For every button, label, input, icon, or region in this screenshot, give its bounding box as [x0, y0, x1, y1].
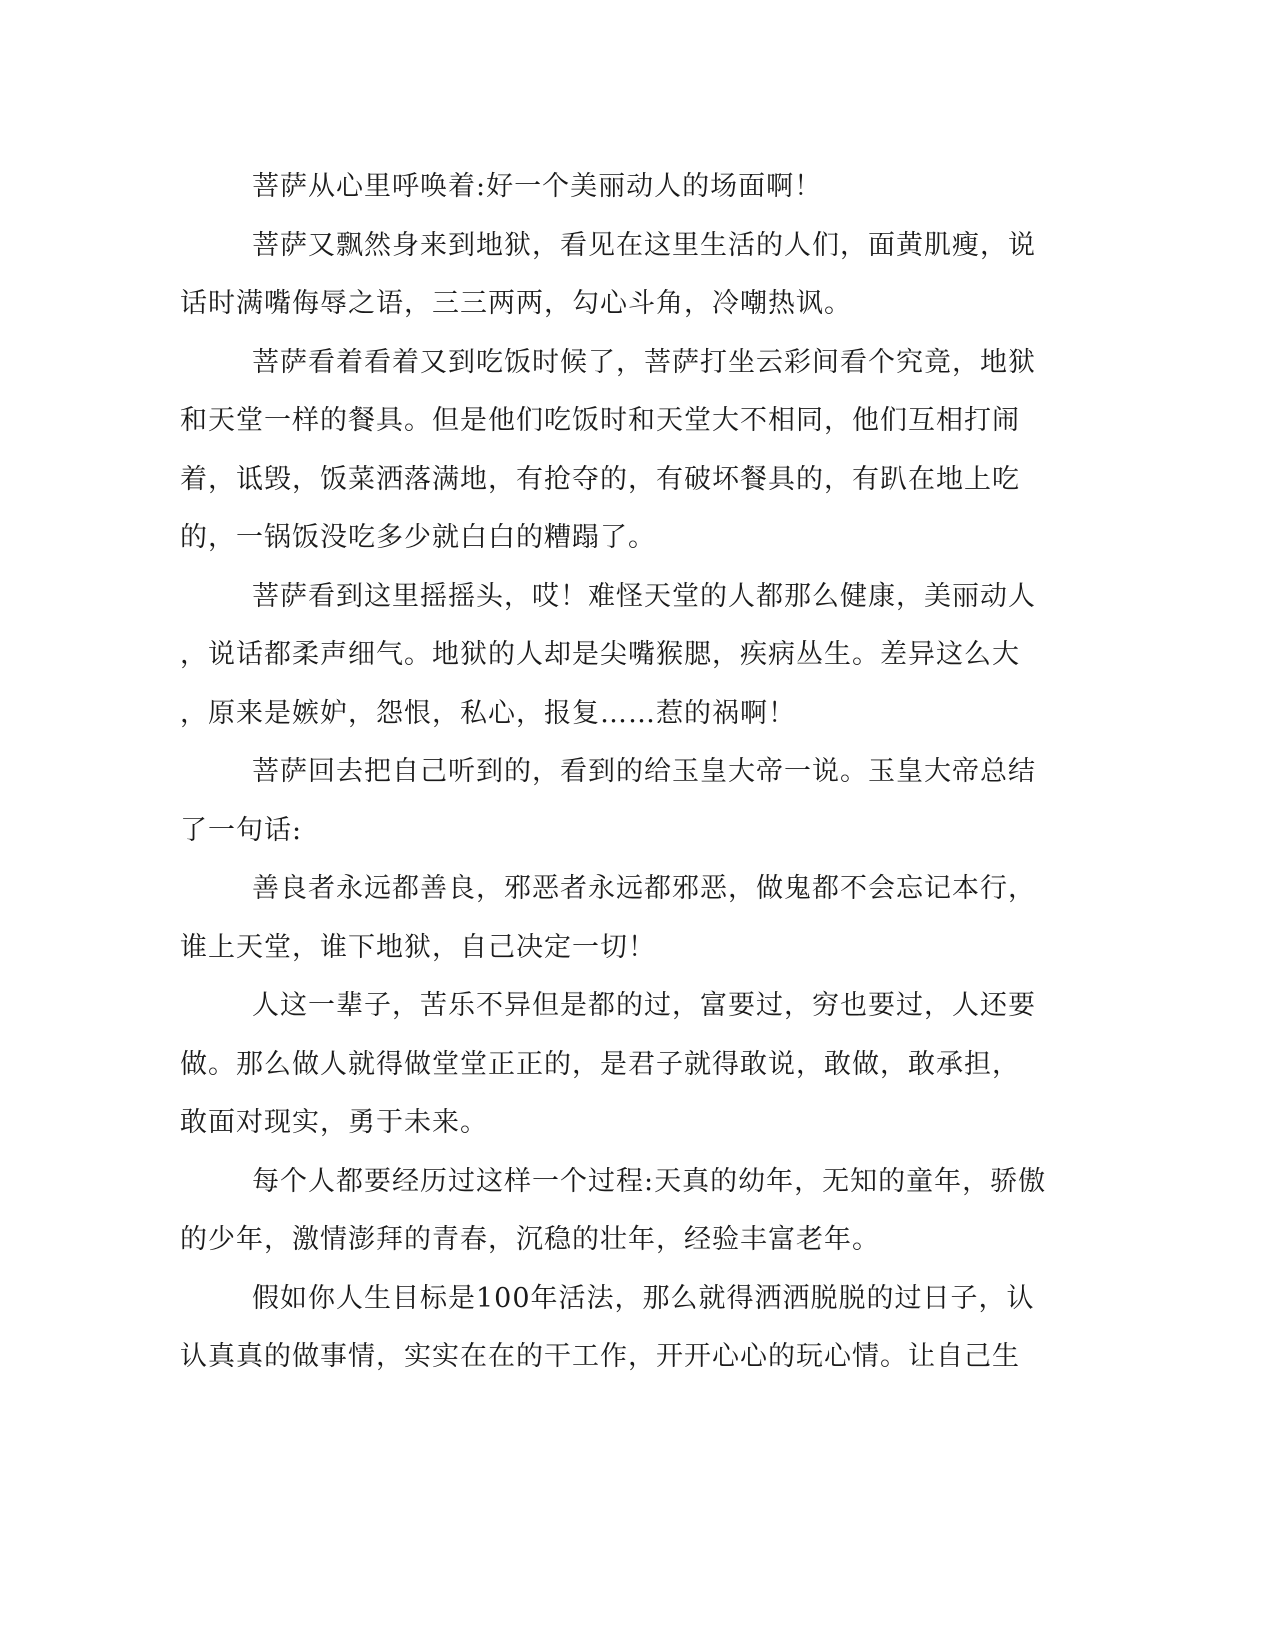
- text-line: 菩萨看到这里摇摇头，哎！难怪天堂的人都那么健康，美丽动人: [252, 580, 1036, 612]
- text-line: 人这一辈子，苦乐不异但是都的过，富要过，穷也要过，人还要: [252, 990, 1036, 1021]
- text-line: 菩萨回去把自己听到的，看到的给玉皇大帝一说。玉皇大帝总结: [252, 756, 1036, 787]
- text-line: 了一句话:: [180, 814, 303, 846]
- text-line: 着，诋毁，饭菜洒落满地，有抢夺的，有破坏餐具的，有趴在地上吃: [180, 463, 1020, 495]
- text-line: 善良者永远都善良，邪恶者永远都邪恶，做鬼都不会忘记本行，: [252, 873, 1036, 904]
- text-line: 每个人都要经历过这样一个过程:天真的幼年，无知的童年，骄傲: [252, 1165, 1047, 1197]
- body-text: [180, 158, 1047, 1387]
- text-line: 菩萨从心里呼唤着:好一个美丽动人的场面啊！: [252, 171, 823, 202]
- text-line: 做。那么做人就得做堂堂正正的，是君子就得敢说，敢做，敢承担，: [180, 1048, 1020, 1080]
- text-line: 谁上天堂，谁下地狱，自己决定一切！: [180, 931, 656, 963]
- text-line: ，说话都柔声细气。地狱的人却是尖嘴猴腮，疾病丛生。差异这么大: [180, 639, 1020, 670]
- text-line: 和天堂一样的餐具。但是他们吃饭时和天堂大不相同，他们互相打闹: [180, 405, 1020, 436]
- text-line: 的，一锅饭没吃多少就白白的糟蹋了。: [180, 522, 656, 553]
- text-line: 敢面对现实，勇于未来。: [180, 1107, 488, 1138]
- text-line: 假如你人生目标是100年活法，那么就得洒洒脱脱的过日子，认: [252, 1282, 1035, 1314]
- text-line: 的少年，激情澎拜的青春，沉稳的壮年，经验丰富老年。: [180, 1224, 880, 1255]
- text-line: 菩萨又飘然身来到地狱，看见在这里生活的人们，面黄肌瘦，说: [252, 229, 1036, 261]
- text-line: 菩萨看着看着又到吃饭时候了，菩萨打坐云彩间看个究竟，地狱: [252, 346, 1036, 378]
- text-line: ，原来是嫉妒，怨恨，私心，报复……惹的祸啊！: [180, 697, 796, 729]
- text-line: 话时满嘴侮辱之语，三三两两，勾心斗角，冷嘲热讽。: [180, 288, 852, 319]
- text-line: 认真真的做事情，实实在在的干工作，开开心心的玩心情。让自己生: [180, 1341, 1020, 1372]
